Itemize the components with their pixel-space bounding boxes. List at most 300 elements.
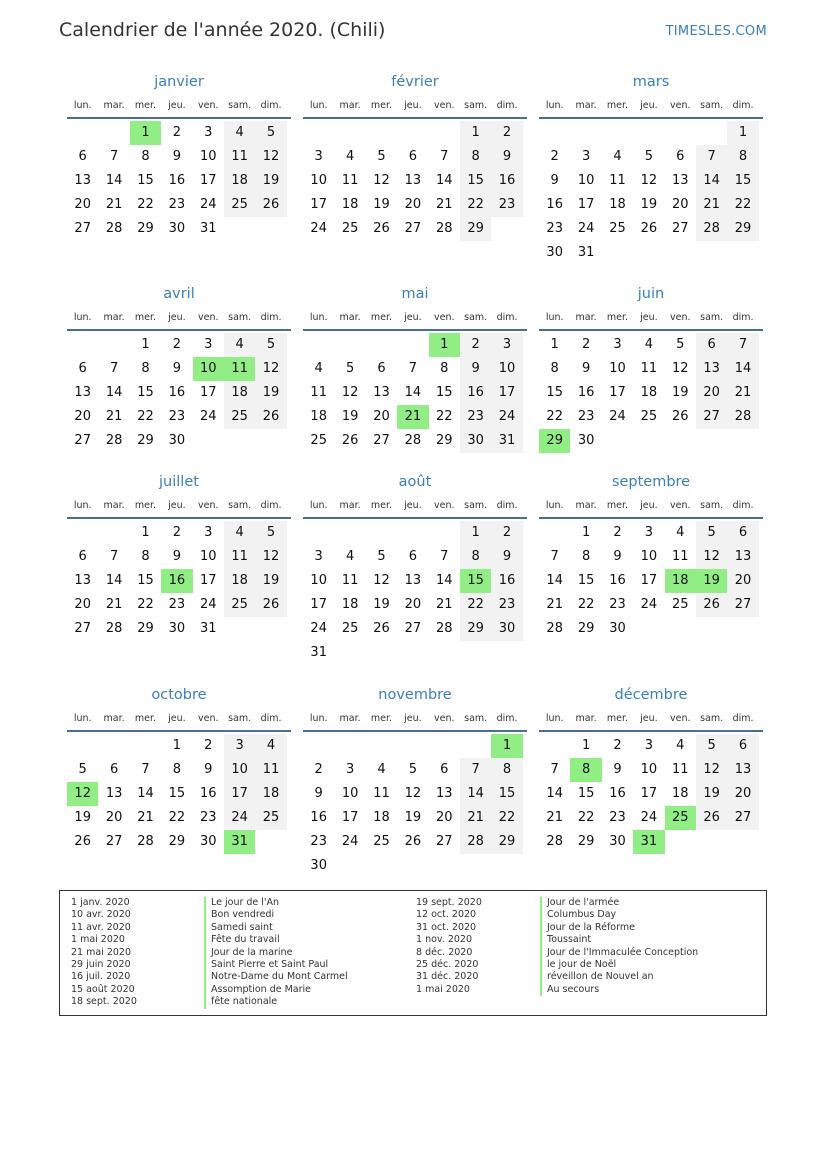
- day-cell[interactable]: 13: [74, 385, 91, 400]
- day-cell[interactable]: 27: [696, 405, 727, 429]
- day-cell[interactable]: 12: [373, 573, 390, 588]
- day-cell[interactable]: 15: [137, 385, 154, 400]
- day-cell[interactable]: 4: [255, 734, 286, 758]
- holiday-day-cell[interactable]: 25: [665, 806, 696, 830]
- day-cell[interactable]: 23: [491, 193, 522, 217]
- day-cell[interactable]: 30: [310, 858, 327, 873]
- day-cell[interactable]: 3: [224, 734, 255, 758]
- day-cell[interactable]: 27: [373, 433, 390, 448]
- day-cell[interactable]: 22: [546, 409, 563, 424]
- day-cell[interactable]: 6: [78, 549, 87, 564]
- day-cell[interactable]: 26: [373, 621, 390, 636]
- day-cell[interactable]: 8: [460, 145, 491, 169]
- day-cell[interactable]: 21: [105, 409, 123, 424]
- day-cell[interactable]: 19: [696, 782, 727, 806]
- day-cell[interactable]: 11: [341, 173, 359, 188]
- day-cell[interactable]: 21: [727, 381, 758, 405]
- day-cell[interactable]: 11: [255, 758, 286, 782]
- day-cell[interactable]: 21: [435, 197, 453, 212]
- day-cell[interactable]: 8: [172, 762, 181, 777]
- day-cell[interactable]: 15: [577, 786, 595, 801]
- day-cell[interactable]: 6: [377, 361, 386, 376]
- day-cell[interactable]: 26: [640, 221, 658, 236]
- day-cell[interactable]: 15: [137, 173, 154, 188]
- day-cell[interactable]: 28: [105, 433, 123, 448]
- day-cell[interactable]: 17: [310, 197, 327, 212]
- day-cell[interactable]: 6: [676, 149, 685, 164]
- day-cell[interactable]: 3: [581, 149, 591, 164]
- day-cell[interactable]: 21: [546, 597, 563, 612]
- day-cell[interactable]: 25: [224, 405, 255, 429]
- day-cell[interactable]: 5: [644, 149, 653, 164]
- day-cell[interactable]: 9: [613, 762, 622, 777]
- day-cell[interactable]: 1: [460, 521, 491, 545]
- day-cell[interactable]: 24: [199, 197, 217, 212]
- day-cell[interactable]: 14: [105, 173, 123, 188]
- day-cell[interactable]: 4: [224, 333, 255, 357]
- day-cell[interactable]: 20: [404, 597, 422, 612]
- day-cell[interactable]: 20: [671, 197, 689, 212]
- day-cell[interactable]: 2: [172, 525, 181, 540]
- day-cell[interactable]: 17: [640, 786, 658, 801]
- holiday-day-cell[interactable]: 1: [130, 121, 161, 145]
- day-cell[interactable]: 5: [255, 333, 286, 357]
- day-cell[interactable]: 1: [550, 337, 559, 352]
- day-cell[interactable]: 1: [172, 738, 181, 753]
- day-cell[interactable]: 8: [550, 361, 559, 376]
- day-cell[interactable]: 30: [460, 429, 491, 453]
- day-cell[interactable]: 24: [310, 621, 327, 636]
- holiday-day-cell[interactable]: 8: [570, 758, 601, 782]
- day-cell[interactable]: 3: [644, 738, 653, 753]
- day-cell[interactable]: 13: [727, 545, 758, 569]
- day-cell[interactable]: 20: [727, 569, 758, 593]
- day-cell[interactable]: 23: [168, 197, 186, 212]
- day-cell[interactable]: 28: [404, 433, 422, 448]
- holiday-day-cell[interactable]: 1: [491, 734, 522, 758]
- day-cell[interactable]: 11: [224, 545, 255, 569]
- day-cell[interactable]: 8: [727, 145, 758, 169]
- day-cell[interactable]: 2: [491, 521, 522, 545]
- day-cell[interactable]: 10: [609, 361, 626, 376]
- day-cell[interactable]: 26: [255, 193, 286, 217]
- day-cell[interactable]: 9: [581, 361, 591, 376]
- day-cell[interactable]: 13: [727, 758, 758, 782]
- day-cell[interactable]: 12: [373, 173, 390, 188]
- day-cell[interactable]: 9: [491, 145, 522, 169]
- day-cell[interactable]: 30: [609, 621, 626, 636]
- day-cell[interactable]: 13: [105, 786, 123, 801]
- day-cell[interactable]: 16: [609, 573, 626, 588]
- day-cell[interactable]: 9: [204, 762, 213, 777]
- day-cell[interactable]: 9: [550, 173, 559, 188]
- day-cell[interactable]: 6: [408, 149, 417, 164]
- day-cell[interactable]: 6: [727, 521, 758, 545]
- day-cell[interactable]: 30: [168, 433, 186, 448]
- day-cell[interactable]: 6: [78, 149, 87, 164]
- day-cell[interactable]: 27: [74, 433, 91, 448]
- day-cell[interactable]: 21: [105, 597, 123, 612]
- day-cell[interactable]: 25: [640, 409, 658, 424]
- day-cell[interactable]: 7: [440, 549, 449, 564]
- day-cell[interactable]: 19: [404, 810, 422, 825]
- day-cell[interactable]: 23: [609, 597, 626, 612]
- day-cell[interactable]: 4: [676, 738, 685, 753]
- day-cell[interactable]: 29: [491, 830, 522, 854]
- day-cell[interactable]: 2: [172, 337, 181, 352]
- day-cell[interactable]: 29: [577, 834, 595, 849]
- day-cell[interactable]: 27: [727, 806, 758, 830]
- day-cell[interactable]: 30: [577, 433, 595, 448]
- day-cell[interactable]: 1: [460, 121, 491, 145]
- holiday-day-cell[interactable]: 31: [633, 830, 664, 854]
- holiday-day-cell[interactable]: 31: [224, 830, 255, 854]
- day-cell[interactable]: 11: [671, 549, 689, 564]
- day-cell[interactable]: 16: [168, 173, 186, 188]
- day-cell[interactable]: 21: [460, 806, 491, 830]
- day-cell[interactable]: 18: [640, 385, 658, 400]
- day-cell[interactable]: 4: [224, 121, 255, 145]
- day-cell[interactable]: 7: [460, 758, 491, 782]
- day-cell[interactable]: 3: [644, 525, 653, 540]
- day-cell[interactable]: 23: [168, 409, 186, 424]
- day-cell[interactable]: 16: [546, 197, 563, 212]
- day-cell[interactable]: 11: [640, 361, 658, 376]
- day-cell[interactable]: 6: [109, 762, 119, 777]
- day-cell[interactable]: 17: [199, 385, 217, 400]
- day-cell[interactable]: 23: [168, 597, 186, 612]
- day-cell[interactable]: 3: [491, 333, 522, 357]
- day-cell[interactable]: 20: [105, 810, 123, 825]
- holiday-day-cell[interactable]: 18: [665, 569, 696, 593]
- day-cell[interactable]: 6: [727, 734, 758, 758]
- day-cell[interactable]: 20: [74, 197, 91, 212]
- day-cell[interactable]: 18: [224, 569, 255, 593]
- day-cell[interactable]: 12: [255, 545, 286, 569]
- day-cell[interactable]: 18: [341, 197, 359, 212]
- day-cell[interactable]: 12: [696, 758, 727, 782]
- day-cell[interactable]: 22: [727, 193, 758, 217]
- day-cell[interactable]: 3: [314, 549, 323, 564]
- day-cell[interactable]: 23: [577, 409, 595, 424]
- day-cell[interactable]: 16: [491, 169, 522, 193]
- day-cell[interactable]: 4: [345, 149, 355, 164]
- day-cell[interactable]: 10: [341, 786, 359, 801]
- day-cell[interactable]: 4: [644, 337, 653, 352]
- day-cell[interactable]: 17: [640, 573, 658, 588]
- day-cell[interactable]: 18: [341, 597, 359, 612]
- day-cell[interactable]: 15: [546, 385, 563, 400]
- day-cell[interactable]: 16: [460, 381, 491, 405]
- day-cell[interactable]: 10: [224, 758, 255, 782]
- day-cell[interactable]: 22: [137, 597, 154, 612]
- day-cell[interactable]: 15: [460, 169, 491, 193]
- day-cell[interactable]: 31: [310, 645, 327, 660]
- day-cell[interactable]: 30: [168, 221, 186, 236]
- holiday-day-cell[interactable]: 19: [696, 569, 727, 593]
- holiday-day-cell[interactable]: 16: [161, 569, 192, 593]
- day-cell[interactable]: 9: [172, 361, 181, 376]
- day-cell[interactable]: 2: [581, 337, 591, 352]
- day-cell[interactable]: 23: [199, 810, 217, 825]
- day-cell[interactable]: 28: [727, 405, 758, 429]
- day-cell[interactable]: 17: [199, 173, 217, 188]
- day-cell[interactable]: 6: [696, 333, 727, 357]
- day-cell[interactable]: 4: [224, 521, 255, 545]
- day-cell[interactable]: 18: [609, 197, 626, 212]
- day-cell[interactable]: 2: [613, 738, 622, 753]
- holiday-day-cell[interactable]: 12: [67, 782, 98, 806]
- day-cell[interactable]: 11: [373, 786, 390, 801]
- day-cell[interactable]: 28: [105, 221, 123, 236]
- day-cell[interactable]: 2: [491, 121, 522, 145]
- day-cell[interactable]: 20: [435, 810, 453, 825]
- day-cell[interactable]: 24: [310, 221, 327, 236]
- day-cell[interactable]: 14: [105, 385, 123, 400]
- day-cell[interactable]: 5: [408, 762, 417, 777]
- day-cell[interactable]: 14: [546, 786, 563, 801]
- day-cell[interactable]: 26: [255, 405, 286, 429]
- day-cell[interactable]: 19: [341, 409, 359, 424]
- day-cell[interactable]: 13: [404, 173, 422, 188]
- day-cell[interactable]: 1: [581, 525, 591, 540]
- day-cell[interactable]: 24: [341, 834, 359, 849]
- day-cell[interactable]: 12: [671, 361, 689, 376]
- day-cell[interactable]: 27: [105, 834, 123, 849]
- day-cell[interactable]: 9: [460, 357, 491, 381]
- day-cell[interactable]: 30: [168, 621, 186, 636]
- day-cell[interactable]: 25: [373, 834, 390, 849]
- day-cell[interactable]: 23: [609, 810, 626, 825]
- day-cell[interactable]: 4: [613, 149, 622, 164]
- day-cell[interactable]: 12: [255, 145, 286, 169]
- day-cell[interactable]: 3: [204, 125, 213, 140]
- day-cell[interactable]: 19: [640, 197, 658, 212]
- day-cell[interactable]: 7: [550, 762, 559, 777]
- day-cell[interactable]: 26: [74, 834, 91, 849]
- day-cell[interactable]: 22: [460, 193, 491, 217]
- day-cell[interactable]: 2: [460, 333, 491, 357]
- day-cell[interactable]: 16: [609, 786, 626, 801]
- day-cell[interactable]: 13: [696, 357, 727, 381]
- day-cell[interactable]: 15: [577, 573, 595, 588]
- day-cell[interactable]: 28: [546, 834, 563, 849]
- day-cell[interactable]: 18: [255, 782, 286, 806]
- day-cell[interactable]: 19: [255, 381, 286, 405]
- day-cell[interactable]: 28: [435, 221, 453, 236]
- day-cell[interactable]: 5: [676, 337, 685, 352]
- day-cell[interactable]: 18: [373, 810, 390, 825]
- day-cell[interactable]: 29: [137, 433, 154, 448]
- day-cell[interactable]: 29: [460, 617, 491, 641]
- day-cell[interactable]: 2: [314, 762, 323, 777]
- day-cell[interactable]: 31: [577, 245, 595, 260]
- day-cell[interactable]: 11: [224, 145, 255, 169]
- day-cell[interactable]: 28: [460, 830, 491, 854]
- day-cell[interactable]: 26: [404, 834, 422, 849]
- day-cell[interactable]: 2: [613, 525, 622, 540]
- day-cell[interactable]: 25: [255, 806, 286, 830]
- day-cell[interactable]: 9: [491, 545, 522, 569]
- day-cell[interactable]: 7: [141, 762, 150, 777]
- day-cell[interactable]: 9: [314, 786, 323, 801]
- day-cell[interactable]: 18: [671, 786, 689, 801]
- day-cell[interactable]: 10: [577, 173, 595, 188]
- day-cell[interactable]: 18: [224, 381, 255, 405]
- day-cell[interactable]: 11: [609, 173, 626, 188]
- day-cell[interactable]: 7: [408, 361, 417, 376]
- day-cell[interactable]: 11: [310, 385, 327, 400]
- day-cell[interactable]: 16: [168, 385, 186, 400]
- day-cell[interactable]: 25: [224, 593, 255, 617]
- day-cell[interactable]: 24: [640, 810, 658, 825]
- day-cell[interactable]: 17: [609, 385, 626, 400]
- day-cell[interactable]: 3: [204, 337, 213, 352]
- day-cell[interactable]: 16: [310, 810, 327, 825]
- day-cell[interactable]: 1: [141, 337, 150, 352]
- day-cell[interactable]: 13: [671, 173, 689, 188]
- day-cell[interactable]: 21: [435, 597, 453, 612]
- day-cell[interactable]: 29: [137, 221, 154, 236]
- day-cell[interactable]: 6: [78, 361, 87, 376]
- day-cell[interactable]: 14: [137, 786, 154, 801]
- day-cell[interactable]: 4: [314, 361, 323, 376]
- day-cell[interactable]: 10: [199, 149, 217, 164]
- day-cell[interactable]: 24: [199, 597, 217, 612]
- day-cell[interactable]: 21: [546, 810, 563, 825]
- day-cell[interactable]: 7: [696, 145, 727, 169]
- day-cell[interactable]: 28: [435, 621, 453, 636]
- day-cell[interactable]: 5: [696, 521, 727, 545]
- day-cell[interactable]: 8: [440, 361, 449, 376]
- day-cell[interactable]: 5: [255, 521, 286, 545]
- day-cell[interactable]: 25: [341, 221, 359, 236]
- day-cell[interactable]: 14: [435, 173, 453, 188]
- day-cell[interactable]: 19: [373, 597, 390, 612]
- day-cell[interactable]: 24: [609, 409, 626, 424]
- day-cell[interactable]: 26: [255, 593, 286, 617]
- day-cell[interactable]: 8: [581, 549, 591, 564]
- day-cell[interactable]: 14: [727, 357, 758, 381]
- day-cell[interactable]: 5: [255, 121, 286, 145]
- day-cell[interactable]: 2: [172, 125, 181, 140]
- day-cell[interactable]: 7: [550, 549, 559, 564]
- day-cell[interactable]: 7: [109, 149, 119, 164]
- day-cell[interactable]: 27: [74, 221, 91, 236]
- day-cell[interactable]: 12: [404, 786, 422, 801]
- day-cell[interactable]: 31: [199, 221, 217, 236]
- day-cell[interactable]: 29: [168, 834, 186, 849]
- holiday-day-cell[interactable]: 21: [397, 405, 428, 429]
- day-cell[interactable]: 15: [137, 573, 154, 588]
- day-cell[interactable]: 10: [491, 357, 522, 381]
- day-cell[interactable]: 12: [640, 173, 658, 188]
- day-cell[interactable]: 29: [460, 217, 491, 241]
- day-cell[interactable]: 17: [491, 381, 522, 405]
- day-cell[interactable]: 17: [577, 197, 595, 212]
- day-cell[interactable]: 28: [546, 621, 563, 636]
- day-cell[interactable]: 19: [671, 385, 689, 400]
- holiday-day-cell[interactable]: 15: [460, 569, 491, 593]
- day-cell[interactable]: 20: [373, 409, 390, 424]
- day-cell[interactable]: 22: [168, 810, 186, 825]
- day-cell[interactable]: 20: [696, 381, 727, 405]
- day-cell[interactable]: 12: [696, 545, 727, 569]
- day-cell[interactable]: 21: [105, 197, 123, 212]
- day-cell[interactable]: 19: [373, 197, 390, 212]
- day-cell[interactable]: 5: [345, 361, 355, 376]
- day-cell[interactable]: 16: [199, 786, 217, 801]
- day-cell[interactable]: 20: [404, 197, 422, 212]
- day-cell[interactable]: 29: [435, 433, 453, 448]
- day-cell[interactable]: 3: [314, 149, 323, 164]
- day-cell[interactable]: 24: [199, 409, 217, 424]
- day-cell[interactable]: 5: [78, 762, 87, 777]
- day-cell[interactable]: 13: [74, 573, 91, 588]
- day-cell[interactable]: 13: [74, 173, 91, 188]
- day-cell[interactable]: 14: [404, 385, 422, 400]
- day-cell[interactable]: 27: [671, 221, 689, 236]
- day-cell[interactable]: 20: [74, 597, 91, 612]
- day-cell[interactable]: 28: [105, 621, 123, 636]
- day-cell[interactable]: 16: [577, 385, 595, 400]
- day-cell[interactable]: 21: [137, 810, 154, 825]
- day-cell[interactable]: 21: [696, 193, 727, 217]
- day-cell[interactable]: 10: [199, 549, 217, 564]
- day-cell[interactable]: 10: [640, 762, 658, 777]
- day-cell[interactable]: 19: [255, 169, 286, 193]
- day-cell[interactable]: 19: [255, 569, 286, 593]
- day-cell[interactable]: 7: [109, 549, 119, 564]
- day-cell[interactable]: 17: [224, 782, 255, 806]
- day-cell[interactable]: 30: [546, 245, 563, 260]
- day-cell[interactable]: 29: [137, 621, 154, 636]
- holiday-day-cell[interactable]: 10: [193, 357, 224, 381]
- day-cell[interactable]: 1: [581, 738, 591, 753]
- day-cell[interactable]: 7: [727, 333, 758, 357]
- day-cell[interactable]: 10: [640, 549, 658, 564]
- day-cell[interactable]: 28: [696, 217, 727, 241]
- day-cell[interactable]: 13: [435, 786, 453, 801]
- day-cell[interactable]: 13: [404, 573, 422, 588]
- day-cell[interactable]: 3: [613, 337, 622, 352]
- day-cell[interactable]: 15: [727, 169, 758, 193]
- day-cell[interactable]: 26: [696, 806, 727, 830]
- day-cell[interactable]: 7: [109, 361, 119, 376]
- site-logo[interactable]: TIMESLES.COM: [665, 24, 767, 39]
- day-cell[interactable]: 9: [613, 549, 622, 564]
- day-cell[interactable]: 8: [141, 149, 150, 164]
- day-cell[interactable]: 22: [435, 409, 453, 424]
- day-cell[interactable]: 5: [377, 549, 386, 564]
- day-cell[interactable]: 18: [224, 169, 255, 193]
- day-cell[interactable]: 22: [577, 597, 595, 612]
- day-cell[interactable]: 22: [137, 409, 154, 424]
- day-cell[interactable]: 29: [577, 621, 595, 636]
- day-cell[interactable]: 9: [172, 549, 181, 564]
- day-cell[interactable]: 30: [609, 834, 626, 849]
- day-cell[interactable]: 12: [341, 385, 359, 400]
- day-cell[interactable]: 23: [460, 405, 491, 429]
- day-cell[interactable]: 23: [310, 834, 327, 849]
- day-cell[interactable]: 28: [137, 834, 154, 849]
- day-cell[interactable]: 25: [609, 221, 626, 236]
- day-cell[interactable]: 3: [204, 525, 213, 540]
- day-cell[interactable]: 8: [460, 545, 491, 569]
- day-cell[interactable]: 6: [440, 762, 449, 777]
- day-cell[interactable]: 2: [204, 738, 213, 753]
- day-cell[interactable]: 24: [224, 806, 255, 830]
